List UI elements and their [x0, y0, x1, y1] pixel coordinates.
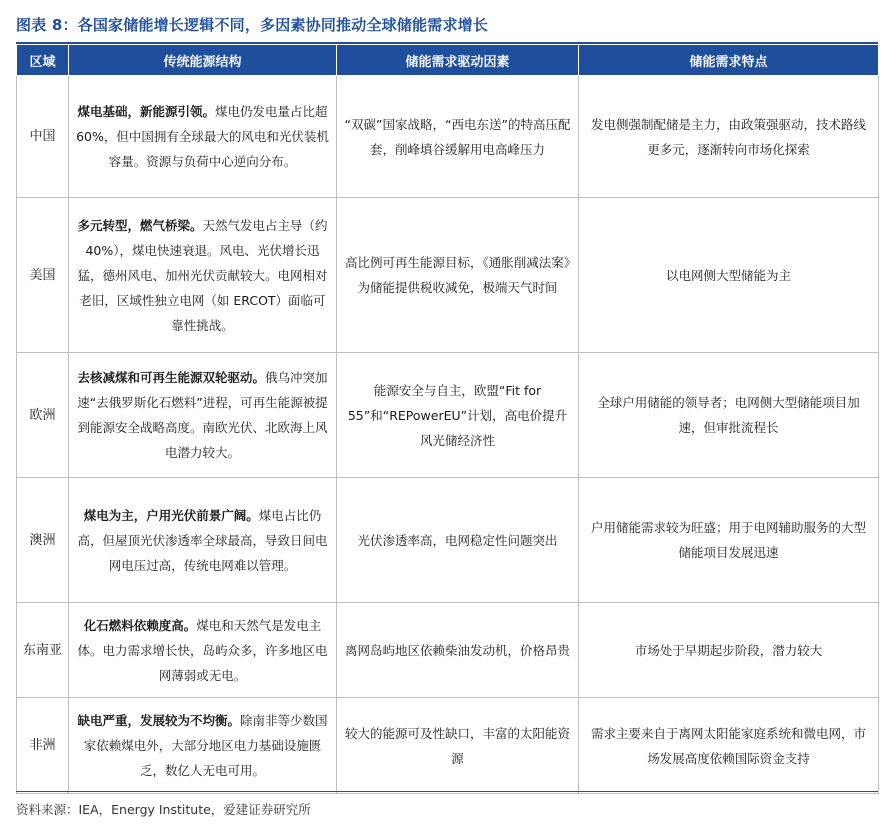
structure-text: 煤电占比仍高，但屋顶光伏渗透率全球最高，导致日间电网电压过高，传统电网难以管理。: [77, 507, 328, 573]
structure-text: 除南非等少数国家依赖煤电外，大部分地区电力基础设施匮乏，数亿人无电可用。: [83, 713, 328, 778]
region-cell: 中国: [17, 76, 69, 198]
table-row: [17, 698, 879, 794]
energy-storage-table: [16, 44, 879, 794]
header-region: 区域: [17, 45, 69, 76]
features-cell: 市场处于早期起步阶段，潜力较大: [579, 603, 879, 698]
drivers-cell: 能源安全与自主，欧盟“Fit for 55”和“REPowerEU”计划，高电价提升风光储经济性: [337, 353, 579, 478]
features-cell: 发电侧强制配储是主力，由政策强驱动，技术路线更多元，逐渐转向市场化探索: [579, 76, 879, 198]
structure-headline: 缺电严重，发展较为不均衡。: [77, 713, 240, 728]
structure-headline: 去核减煤和可再生能源双轮驱动。: [77, 370, 265, 385]
structure-cell: [69, 198, 337, 353]
region-cell: 欧洲: [17, 353, 69, 478]
drivers-cell: 较大的能源可及性缺口，丰富的太阳能资源: [337, 698, 579, 794]
table-row: [17, 478, 879, 603]
features-cell: 以电网侧大型储能为主: [579, 198, 879, 353]
figure-title: 图表 8：各国家储能增长逻辑不同，多因素协同推动全球储能需求增长: [16, 16, 489, 34]
region-cell: 澳洲: [17, 478, 69, 603]
structure-cell: [69, 353, 337, 478]
structure-headline: 煤电为主，户用光伏前景广阔。: [83, 507, 259, 523]
structure-text: 天然气发电占主导（约 40%），煤电快速衰退。风电、光伏增长迅猛，德州风电、加州光伏贡献较大。电网相对老旧，区域性独立电网（如 ERCOT）面临可靠性挑战。: [77, 217, 328, 333]
header-structure: 传统能源结构: [69, 45, 337, 76]
region-cell: 非洲: [17, 698, 69, 794]
table-header-row: [17, 45, 879, 76]
structure-headline: 多元转型，燃气桥梁。: [77, 217, 203, 233]
table-bottom-rule: [16, 791, 878, 792]
structure-cell: [69, 76, 337, 198]
source-note: 资料来源：IEA，Energy Institute，爱建证券研究所: [16, 802, 311, 817]
table-row: [17, 603, 879, 698]
drivers-cell: 离网岛屿地区依赖柴油发动机，价格昂贵: [337, 603, 579, 698]
table-row: [17, 353, 879, 478]
drivers-cell: 光伏渗透率高，电网稳定性问题突出: [337, 478, 579, 603]
region-cell: 美国: [17, 198, 69, 353]
structure-cell: [69, 698, 337, 794]
structure-headline: 化石燃料依赖度高。: [83, 617, 197, 633]
features-cell: 户用储能需求较为旺盛；用于电网辅助服务的大型储能项目发展迅速: [579, 478, 879, 603]
structure-text: 煤电和天然气是发电主体。电力需求增长快，岛屿众多，许多地区电网薄弱或无电。: [77, 617, 328, 683]
features-cell: 需求主要来自于离网太阳能家庭系统和微电网，市场发展高度依赖国际资金支持: [579, 698, 879, 794]
table-row: [17, 198, 879, 353]
region-cell: 东南亚: [17, 603, 69, 698]
structure-text: 煤电仍发电量占比超 60%，但中国拥有全球最大的风电和光伏装机容量。资源与负荷中心逆向分布。: [76, 104, 329, 169]
features-cell: 全球户用储能的领导者；电网侧大型储能项目加速，但审批流程长: [579, 353, 879, 478]
drivers-cell: 高比例可再生能源目标，《通胀削减法案》为储能提供税收减免，极端天气时间: [337, 198, 579, 353]
structure-headline: 煤电基础，新能源引领。: [77, 104, 215, 119]
drivers-cell: “双碳”国家战略，“西电东送”的特高压配套，削峰填谷缓解用电高峰压力: [337, 76, 579, 198]
table-row: [17, 76, 879, 198]
structure-cell: [69, 478, 337, 603]
header-drivers: 储能需求驱动因素: [337, 45, 579, 76]
structure-cell: [69, 603, 337, 698]
header-features: 储能需求特点: [579, 45, 879, 76]
structure-text: 俄乌冲突加速“去俄罗斯化石燃料”进程，可再生能源被提到能源安全战略高度。南欧光伏、北欧海上风电潜力较大。: [77, 370, 328, 460]
